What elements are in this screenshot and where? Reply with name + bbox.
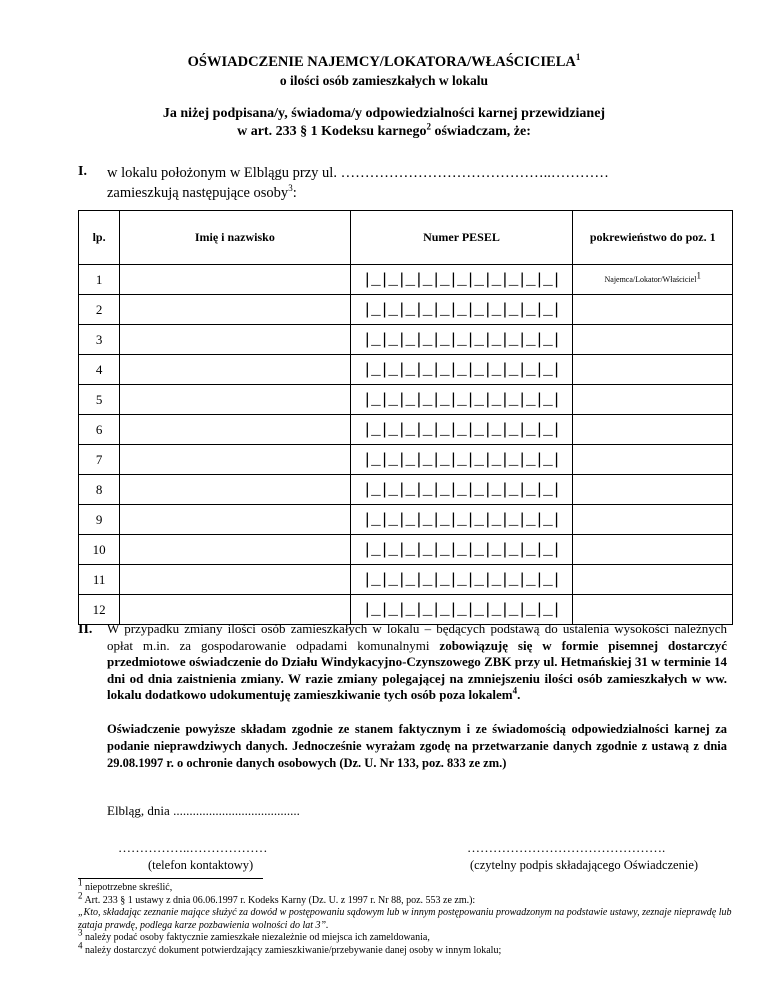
pesel-boxes: |_|_|_|_|_|_|_|_|_|_|_| [362,510,561,529]
pesel-boxes: |_|_|_|_|_|_|_|_|_|_|_| [362,480,561,499]
persons-table [78,210,733,625]
address-line[interactable]: w lokalu położonym w Elblągu przy ul. ……………………………………..………… [107,165,609,181]
table-row [79,325,733,355]
relation-cell[interactable] [573,295,733,325]
phone-label: (telefon kontaktowy) [148,858,254,872]
row-number: 3 [79,325,120,355]
section-2-number: II. [78,622,93,637]
pesel-cell[interactable] [350,595,573,625]
row-number: 4 [79,355,120,385]
header-relation: pokrewieństwo do poz. 1 [573,211,733,265]
pesel-boxes: |_|_|_|_|_|_|_|_|_|_|_| [362,540,561,559]
pesel-cell[interactable] [350,355,573,385]
pesel-boxes: |_|_|_|_|_|_|_|_|_|_|_| [362,420,561,439]
table-row [79,475,733,505]
pesel-cell[interactable] [350,265,573,295]
pesel-boxes: |_|_|_|_|_|_|_|_|_|_|_| [362,300,561,319]
name-cell[interactable] [120,565,350,595]
relation-cell[interactable] [573,415,733,445]
footnote-2-quote: „Kto, składając zeznanie mające służyć za dowód w postępowaniu sądowym lub w innym postępowaniu prowadzonym na podstawie ustawy, zeznaje nieprawdę lub zataja prawdę, podlega karze pozbawienia wolności do lat 3”. [78,907,732,931]
relation-cell[interactable] [573,355,733,385]
section-2-text: W przypadku zmiany ilości osób zamieszkałych w lokalu – będących podstawą do ustalenia wysokości należnych opłat m.in. za gospodarowanie odpadami komunalnymi zobowiązuję się w formie pisemnej dostarczyć przedmiotowe oświadczenie do Działu Windykacyjno-Czynszowego ZBK przy ul. Hetmańskiej 31 w terminie 14 dni od dnia zaistnienia zmiany. W razie zmiany polegającej na zmniejszeniu ilości osób zamieszkałych w ww. lokalu dodatkowo udokumentuję zamieszkiwanie tych osób poza lokalem$^4$. [107,621,728,702]
relation-cell[interactable] [573,595,733,625]
table-row [79,565,733,595]
row-number: 10 [79,535,120,565]
name-cell[interactable] [120,385,350,415]
name-cell[interactable] [120,325,350,355]
row-number: 5 [79,385,120,415]
relation-cell[interactable] [573,475,733,505]
table-row [79,295,733,325]
header-lp: lp. [79,211,120,265]
relation-cell[interactable]: Najemca/Lokator/Właściciel$^1$ [573,265,733,295]
place-date-field[interactable]: Elbląg, dnia ....................................... [107,803,300,818]
row-number: 12 [79,595,120,625]
pesel-cell[interactable] [350,325,573,355]
row-number: 1 [79,265,120,295]
pesel-boxes: |_|_|_|_|_|_|_|_|_|_|_| [362,450,561,469]
relation-cell[interactable] [573,535,733,565]
row-number: 2 [79,295,120,325]
relation-cell[interactable] [573,445,733,475]
signature-label: (czytelny podpis składającego Oświadczenie) [470,858,699,872]
phone-field[interactable]: ……………..……………… [118,840,268,855]
name-cell[interactable] [120,595,350,625]
row-number: 7 [79,445,120,475]
table-row [79,535,733,565]
pesel-cell[interactable] [350,535,573,565]
table-row [79,595,733,625]
relation-cell[interactable] [573,385,733,415]
table-row [79,445,733,475]
signature-field[interactable]: ………………………………………. [467,840,666,855]
table-row [79,265,733,295]
section-1-text: w lokalu położonym w Elblągu przy ul. ……………………………………..………… zamieszkują następujące osoby$^3$: [107,165,609,201]
table-row [79,355,733,385]
row-number: 9 [79,505,120,535]
pesel-cell[interactable] [350,475,573,505]
relation-cell[interactable] [573,505,733,535]
name-cell[interactable] [120,265,350,295]
table-row [79,505,733,535]
relation-cell[interactable] [573,325,733,355]
table-header-row [79,211,733,265]
name-cell[interactable] [120,415,350,445]
name-cell[interactable] [120,355,350,385]
name-cell[interactable] [120,445,350,475]
name-cell[interactable] [120,475,350,505]
footnote-3: $^3$ należy podać osoby faktycznie zamieszkałe niezależnie od miejsca ich zameldowania, [78,927,430,943]
document-subtitle: o ilości osób zamieszkałych w lokalu [279,73,489,88]
header-name: Imię i nazwisko [120,211,350,265]
section-1-number: I. [78,164,87,179]
pesel-boxes: |_|_|_|_|_|_|_|_|_|_|_| [362,330,561,349]
row-number: 6 [79,415,120,445]
row-number: 8 [79,475,120,505]
footnote-1: $^1$ niepotrzebne skreślić, [78,877,173,893]
pesel-boxes: |_|_|_|_|_|_|_|_|_|_|_| [362,390,561,409]
declaration-line-1: Ja niżej podpisana/y, świadoma/y odpowiedzialności karnej przewidzianej [162,106,606,121]
relation-cell[interactable] [573,565,733,595]
document-title: OŚWIADCZENIE NAJEMCY/LOKATORA/WŁAŚCICIELA$^1$ [187,52,581,70]
name-cell[interactable] [120,295,350,325]
pesel-boxes: |_|_|_|_|_|_|_|_|_|_|_| [362,570,561,589]
pesel-boxes: |_|_|_|_|_|_|_|_|_|_|_| [362,360,561,379]
declaration-line-2: w art. 233 § 1 Kodeksu karnego$^2$ oświadczam, że: [237,121,531,139]
pesel-cell[interactable] [350,295,573,325]
pesel-boxes: |_|_|_|_|_|_|_|_|_|_|_| [362,600,561,619]
table-row [79,385,733,415]
name-cell[interactable] [120,535,350,565]
footnote-divider [78,878,263,879]
row-number: 11 [79,565,120,595]
pesel-cell[interactable] [350,415,573,445]
pesel-cell[interactable] [350,505,573,535]
pesel-cell[interactable] [350,445,573,475]
pesel-cell[interactable] [350,385,573,415]
footnotes [78,877,733,957]
footnote-4: $^4$ należy dostarczyć dokument potwierdzający zamieszkiwanie/przebywanie danej osoby w innym lokalu; [78,940,502,956]
pesel-cell[interactable] [350,565,573,595]
header-pesel: Numer PESEL [350,211,573,265]
footnote-2: $^2$ Art. 233 § 1 ustawy z dnia 06.06.1997 r. Kodeks Karny (Dz. U. z 1997 r. Nr 88, poz. 553 ze zm.): [78,890,476,906]
name-cell[interactable] [120,505,350,535]
pesel-boxes: |_|_|_|_|_|_|_|_|_|_|_| [362,270,561,289]
table-row [79,415,733,445]
final-statement: Oświadczenie powyższe składam zgodnie ze stanem faktycznym i ze świadomością odpowiedzialności karnej za podanie nieprawdziwych danych. Jednocześnie wyrażam zgodę na przetwarzanie danych zgodnie z ustawą z dnia 29.08.1997 r. o ochronie danych osobowych (Dz. U. Nr 133, poz. 833 ze zm.) [107,722,727,770]
